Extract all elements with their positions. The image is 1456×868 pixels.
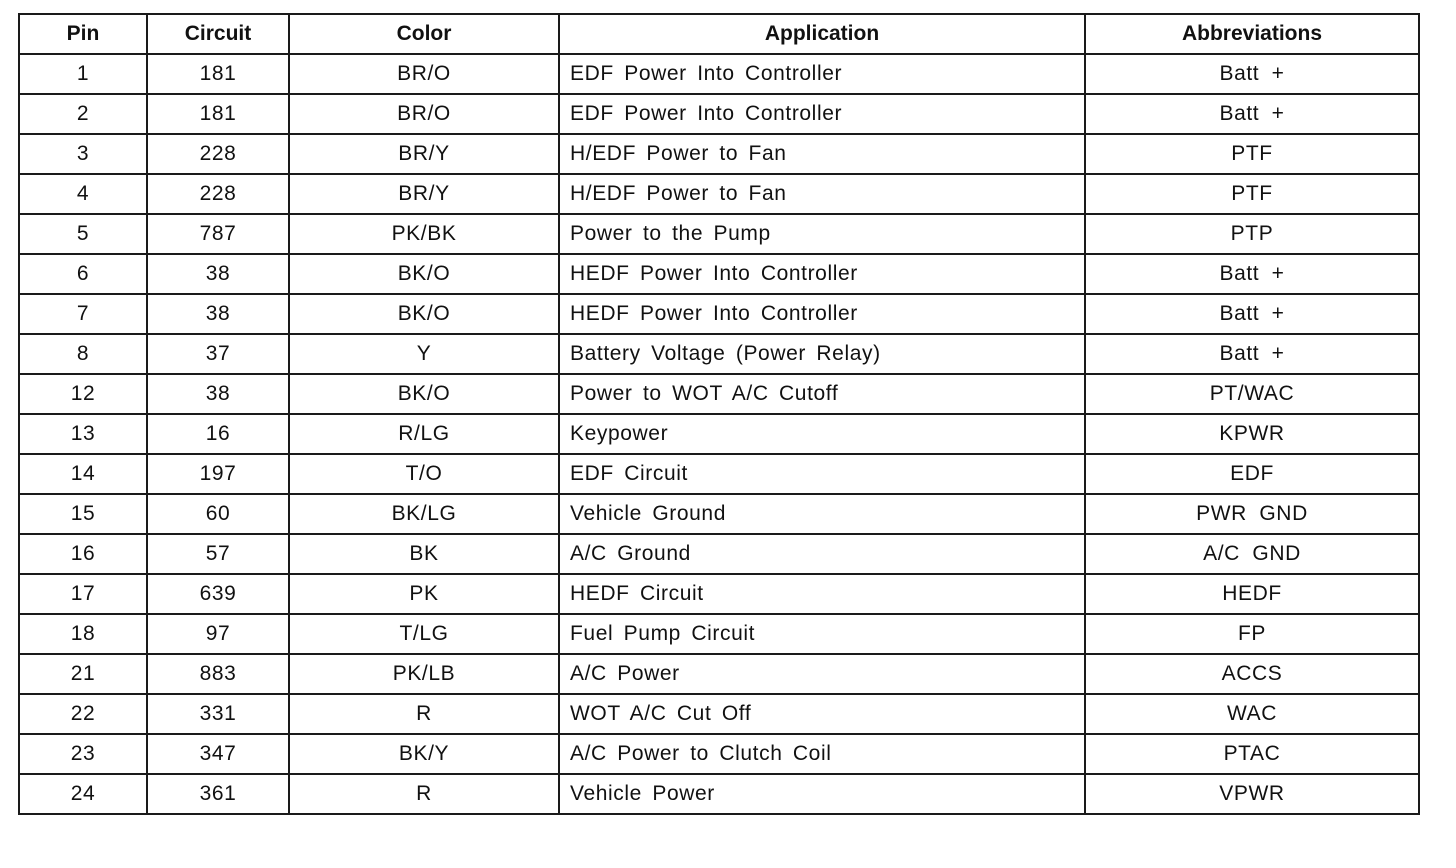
color-cell: PK/LB (289, 654, 559, 694)
abbreviation-cell: PT/WAC (1085, 374, 1419, 414)
circuit-cell: 883 (147, 654, 289, 694)
application-cell: EDF Circuit (559, 454, 1085, 494)
table-row (19, 374, 1419, 414)
pin-circuit-table (18, 13, 1420, 815)
table-row (19, 534, 1419, 574)
table-row (19, 94, 1419, 134)
color-cell: BK/O (289, 294, 559, 334)
application-cell: A/C Ground (559, 534, 1085, 574)
abbreviation-cell: KPWR (1085, 414, 1419, 454)
pin-cell: 23 (19, 734, 147, 774)
color-cell: PK/BK (289, 214, 559, 254)
circuit-cell: 38 (147, 294, 289, 334)
header-pin: Pin (19, 14, 147, 54)
circuit-cell: 228 (147, 174, 289, 214)
abbreviation-cell: Batt + (1085, 334, 1419, 374)
pin-cell: 5 (19, 214, 147, 254)
table-row (19, 54, 1419, 94)
table-row (19, 174, 1419, 214)
circuit-cell: 197 (147, 454, 289, 494)
application-cell: EDF Power Into Controller (559, 54, 1085, 94)
color-cell: T/O (289, 454, 559, 494)
color-cell: Y (289, 334, 559, 374)
pin-cell: 4 (19, 174, 147, 214)
application-cell: Vehicle Ground (559, 494, 1085, 534)
pin-cell: 15 (19, 494, 147, 534)
abbreviation-cell: Batt + (1085, 254, 1419, 294)
application-cell: Fuel Pump Circuit (559, 614, 1085, 654)
table-row (19, 614, 1419, 654)
abbreviation-cell: PWR GND (1085, 494, 1419, 534)
color-cell: T/LG (289, 614, 559, 654)
abbreviation-cell: Batt + (1085, 54, 1419, 94)
header-row (19, 14, 1419, 54)
circuit-cell: 97 (147, 614, 289, 654)
table-row (19, 574, 1419, 614)
circuit-cell: 37 (147, 334, 289, 374)
table-row (19, 694, 1419, 734)
pin-cell: 24 (19, 774, 147, 814)
pin-cell: 3 (19, 134, 147, 174)
pin-cell: 21 (19, 654, 147, 694)
abbreviation-cell: Batt + (1085, 294, 1419, 334)
color-cell: R (289, 694, 559, 734)
color-cell: BK/O (289, 254, 559, 294)
application-cell: HEDF Power Into Controller (559, 294, 1085, 334)
table-row (19, 454, 1419, 494)
table-row (19, 334, 1419, 374)
application-cell: A/C Power (559, 654, 1085, 694)
circuit-cell: 347 (147, 734, 289, 774)
pin-cell: 2 (19, 94, 147, 134)
application-cell: Power to WOT A/C Cutoff (559, 374, 1085, 414)
table-body (19, 54, 1419, 814)
abbreviation-cell: VPWR (1085, 774, 1419, 814)
application-cell: Battery Voltage (Power Relay) (559, 334, 1085, 374)
pin-cell: 17 (19, 574, 147, 614)
abbreviation-cell: PTF (1085, 134, 1419, 174)
color-cell: BR/O (289, 54, 559, 94)
table-row (19, 654, 1419, 694)
pin-cell: 13 (19, 414, 147, 454)
application-cell: Power to the Pump (559, 214, 1085, 254)
color-cell: PK (289, 574, 559, 614)
abbreviation-cell: PTP (1085, 214, 1419, 254)
table-row (19, 134, 1419, 174)
application-cell: WOT A/C Cut Off (559, 694, 1085, 734)
color-cell: R/LG (289, 414, 559, 454)
circuit-cell: 181 (147, 54, 289, 94)
circuit-cell: 38 (147, 374, 289, 414)
table-row (19, 774, 1419, 814)
pin-cell: 8 (19, 334, 147, 374)
application-cell: HEDF Circuit (559, 574, 1085, 614)
abbreviation-cell: PTAC (1085, 734, 1419, 774)
circuit-cell: 38 (147, 254, 289, 294)
table-row (19, 254, 1419, 294)
color-cell: BK/LG (289, 494, 559, 534)
color-cell: BR/O (289, 94, 559, 134)
color-cell: BK (289, 534, 559, 574)
pin-cell: 7 (19, 294, 147, 334)
pin-cell: 12 (19, 374, 147, 414)
pin-cell: 14 (19, 454, 147, 494)
application-cell: A/C Power to Clutch Coil (559, 734, 1085, 774)
table-row (19, 294, 1419, 334)
abbreviation-cell: A/C GND (1085, 534, 1419, 574)
application-cell: Vehicle Power (559, 774, 1085, 814)
circuit-cell: 57 (147, 534, 289, 574)
color-cell: BK/O (289, 374, 559, 414)
application-cell: HEDF Power Into Controller (559, 254, 1085, 294)
circuit-cell: 60 (147, 494, 289, 534)
application-cell: EDF Power Into Controller (559, 94, 1085, 134)
color-cell: BR/Y (289, 174, 559, 214)
table-row (19, 734, 1419, 774)
header-application: Application (559, 14, 1085, 54)
circuit-cell: 181 (147, 94, 289, 134)
pin-cell: 6 (19, 254, 147, 294)
abbreviation-cell: Batt + (1085, 94, 1419, 134)
circuit-cell: 331 (147, 694, 289, 734)
pin-cell: 1 (19, 54, 147, 94)
table-header (19, 14, 1419, 54)
color-cell: BK/Y (289, 734, 559, 774)
application-cell: H/EDF Power to Fan (559, 134, 1085, 174)
circuit-cell: 16 (147, 414, 289, 454)
table-row (19, 494, 1419, 534)
pin-cell: 18 (19, 614, 147, 654)
color-cell: BR/Y (289, 134, 559, 174)
abbreviation-cell: PTF (1085, 174, 1419, 214)
circuit-cell: 787 (147, 214, 289, 254)
header-abbreviations: Abbreviations (1085, 14, 1419, 54)
pin-cell: 22 (19, 694, 147, 734)
circuit-cell: 228 (147, 134, 289, 174)
application-cell: H/EDF Power to Fan (559, 174, 1085, 214)
circuit-cell: 639 (147, 574, 289, 614)
pin-cell: 16 (19, 534, 147, 574)
abbreviation-cell: HEDF (1085, 574, 1419, 614)
abbreviation-cell: WAC (1085, 694, 1419, 734)
abbreviation-cell: EDF (1085, 454, 1419, 494)
table-row (19, 214, 1419, 254)
header-circuit: Circuit (147, 14, 289, 54)
abbreviation-cell: ACCS (1085, 654, 1419, 694)
circuit-cell: 361 (147, 774, 289, 814)
application-cell: Keypower (559, 414, 1085, 454)
table-row (19, 414, 1419, 454)
header-color: Color (289, 14, 559, 54)
abbreviation-cell: FP (1085, 614, 1419, 654)
color-cell: R (289, 774, 559, 814)
